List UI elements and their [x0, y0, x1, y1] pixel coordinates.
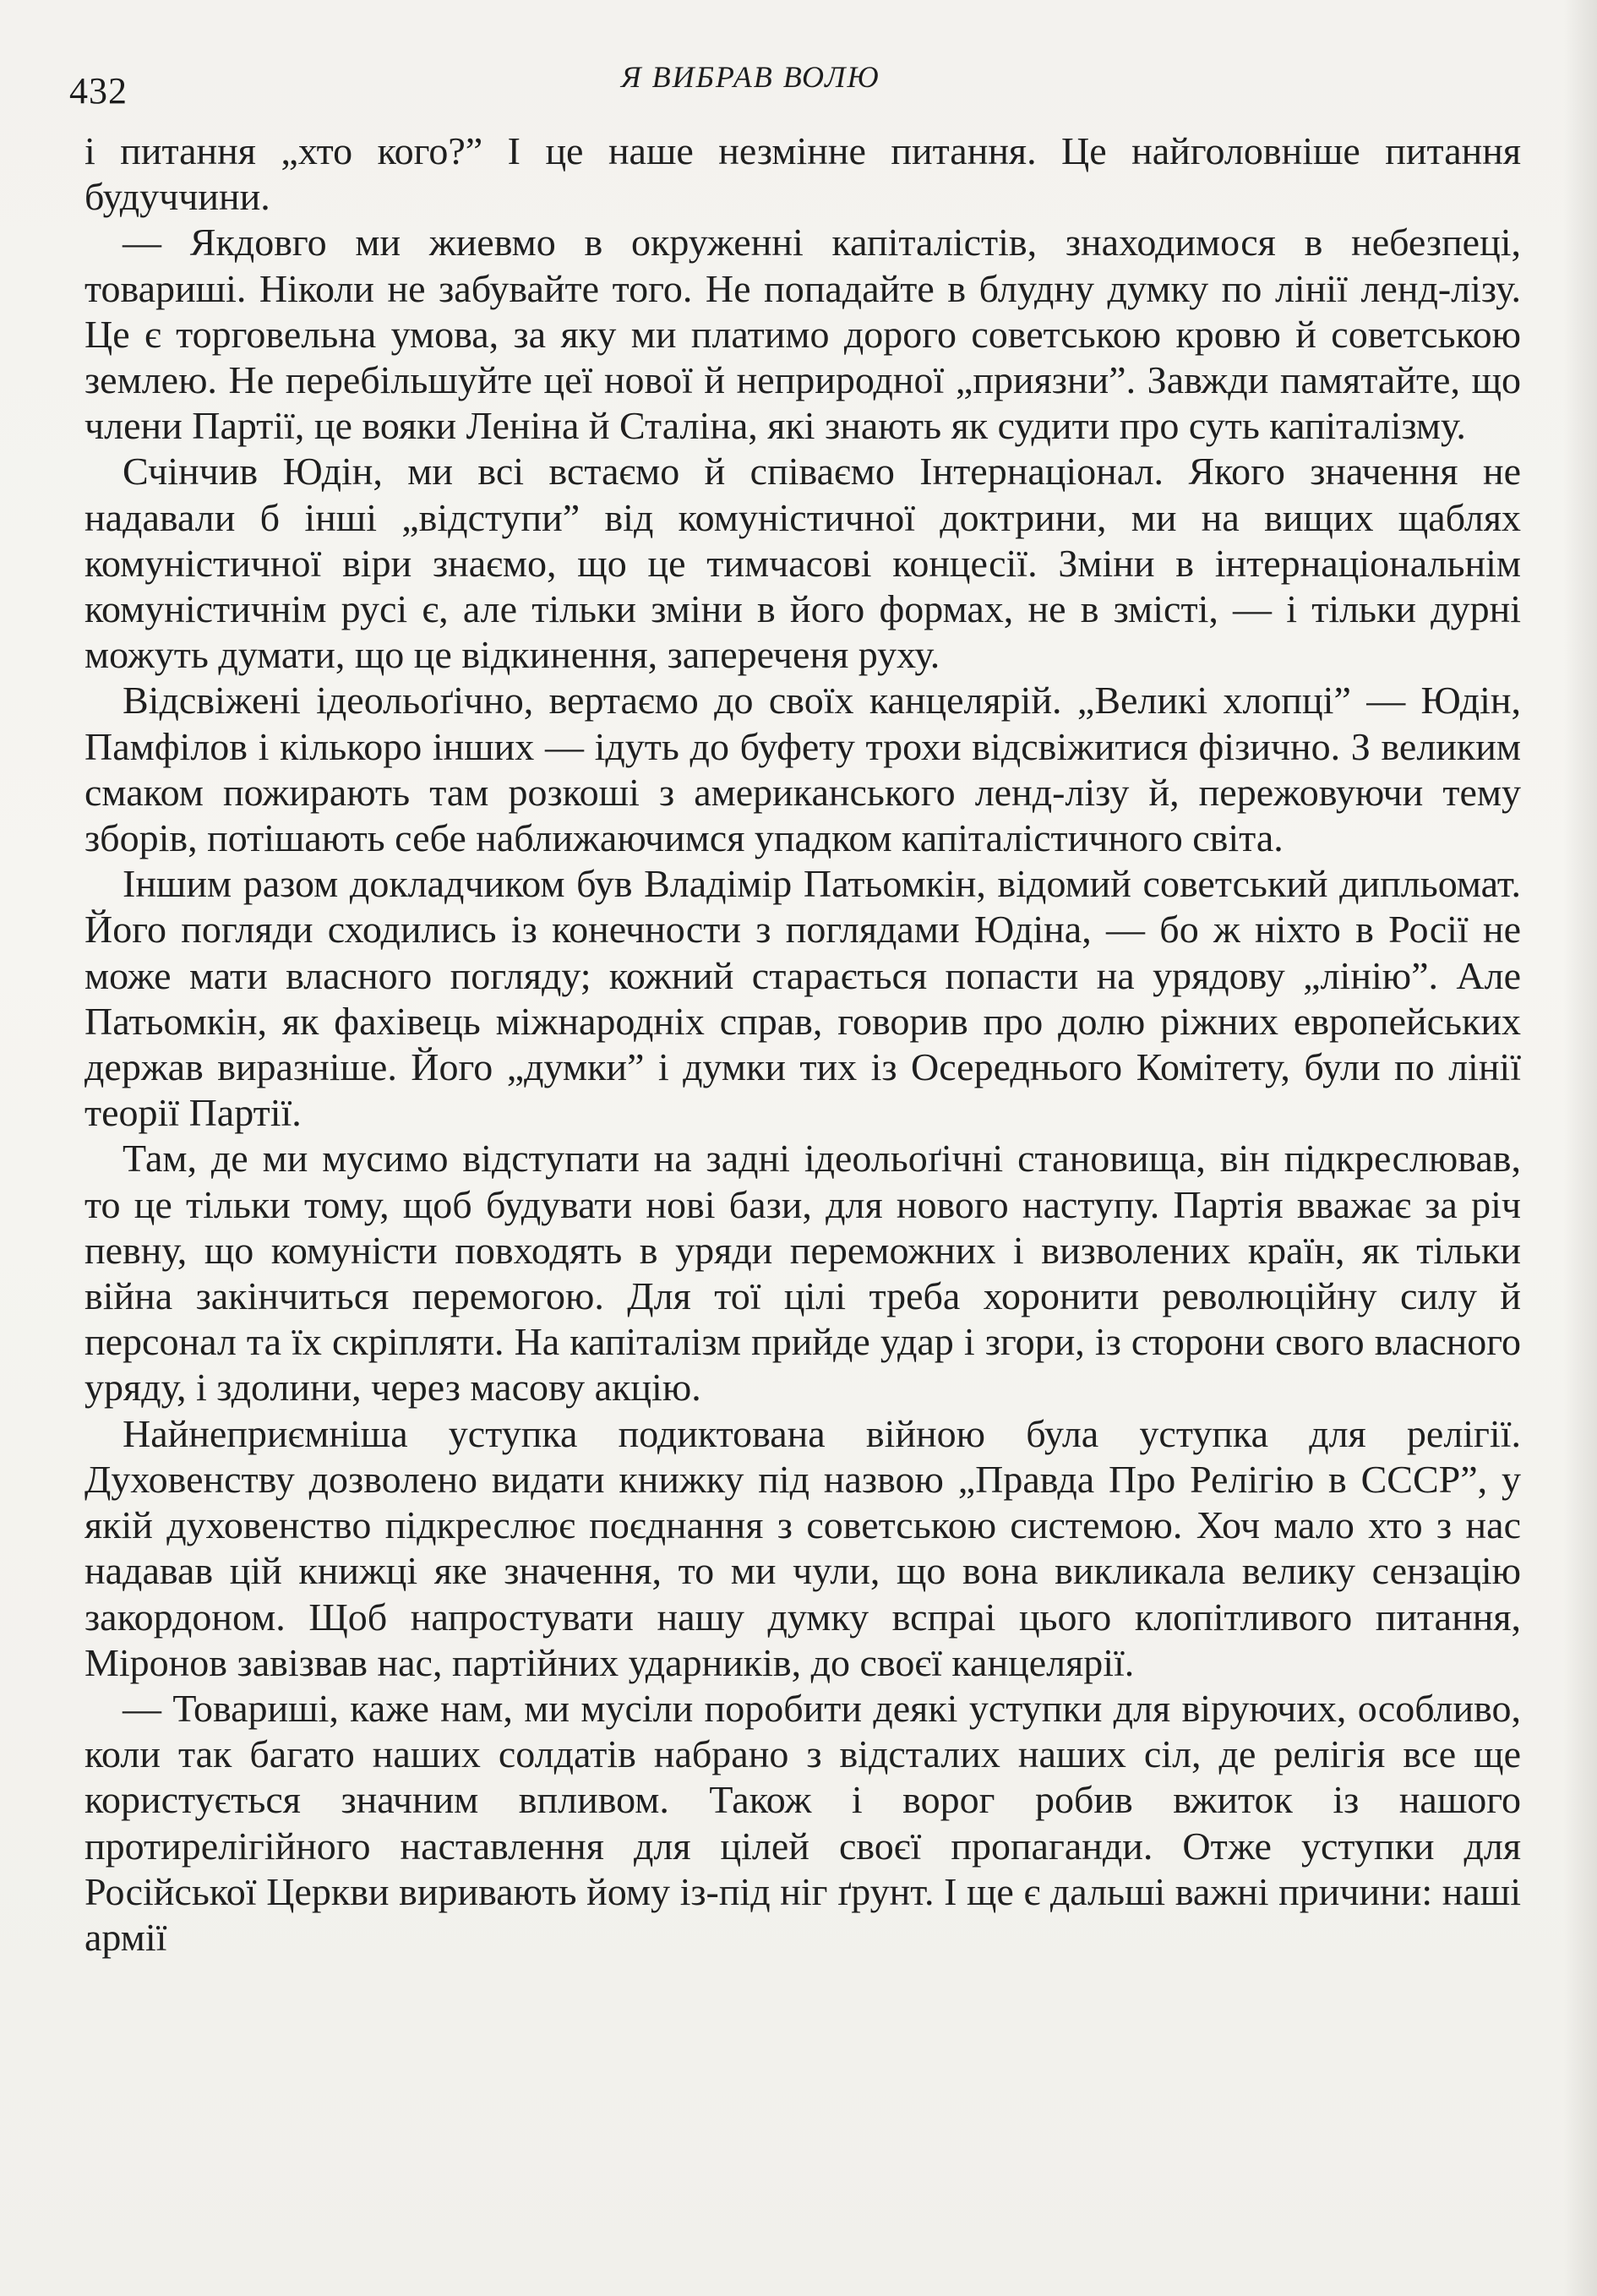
paragraph: Там, де ми мусимо відступати на задні ідеольоґічні становища, він підкреслював, то це тільки тому, щоб будувати нові бази, для нового наступу. Партія вважає за річ певну, що комуністи повходять в уряди переможних і визволених країн, як тільки війна закінчиться перемогою. Для тої цілі треба хоронити революційну силу й персонал та їх скріпляти. На капіталізм прийде удар і згори, із сторони свого власного уряду, і здолини, через масову акцію. — [84, 1137, 1521, 1410]
paragraph: — Якдовго ми жиевмо в окруженні капіталістів, знаходимося в небезпеці, товариші. Ніколи не забувайте того. Не попадайте в блудну думку по лінії ленд-лізу. Це є торговельна умова, за яку ми платимо дорого советською кровю й советською землею. Не перебільшуйте цеї нової й неприродної „приязни”. Завжди памятайте, що члени Партії, це вояки Леніна й Сталіна, які знають як судити про суть капіталізму. — [84, 221, 1521, 448]
running-head: Я ВИБРАВ ВОЛЮ — [621, 60, 880, 94]
paragraph: Іншим разом докладчиком був Владімір Патьомкін, відомий советський дипльомат. Його погляди сходились із конечности з поглядами Юдіна, — бо ж ніхто в Росії не може мати власного погляду; кожний старається попасти на урядову „лінію”. Але Патьомкін, як фахівець міжнародніх справ, говорив про долю ріжних европейських держав виразніше. Його „думки” і думки тих із Осереднього Комітету, були по лінії теорії Партії. — [84, 862, 1521, 1135]
paragraph: Счінчив Юдін, ми всі встаємо й співаємо Інтернаціонал. Якого значення не надавали б інші „відступи” від комуністичної доктрини, ми на вищих щаблях комуністичної віри знаємо, що це тимчасові концесії. Зміни в інтернаціональнім комуністичнім русі є, але тільки зміни в його формах, не в змісті, — і тільки дурні можуть думати, що це відкинення, запереченя руху. — [84, 450, 1521, 677]
page-number: 432 — [69, 70, 128, 112]
page-edge-shadow — [1563, 0, 1597, 2296]
paragraph: — Товариші, каже нам, ми мусіли поробити деякі уступки для віруючих, особливо, коли так багато наших солдатів набрано з відсталих наших сіл, де релігія все ще користується значним впливом. Також і ворог робив вжиток із нашого протирелігійного наставлення для цілей своєї пропаганди. Отже уступки для Російської Церкви виривають йому із-під ніг ґрунт. І ще є дальші важні причини: наші армії — [84, 1686, 1521, 1959]
paragraph: Відсвіжені ідеольоґічно, вертаємо до своїх канцелярій. „Великі хлопці” — Юдін, Памфілов і кількоро інших — ідуть до буфету трохи відсвіжитися фізично. З великим смаком пожирають там розкоші з американського ленд-лізу й, пережовуючи тему зборів, потішають себе наближаючимся упадком капіталістичного світа. — [84, 679, 1521, 860]
body-text — [84, 128, 1521, 1961]
paragraph: Найнеприємніша уступка подиктована війною була уступка для релігії. Духовенству дозволено видати книжку під назвою „Правда Про Релігію в СССР”, у якій духовенство підкреслює поєднання з советською системою. Хоч мало хто з нас надавав цій книжці яке значення, то ми чули, що вона викликала велику сензацію закордоном. Щоб напростувати нашу думку вспраі цього клопітливого питання, Міронов завізвав нас, партійних ударників, до своєї канцелярії. — [84, 1411, 1521, 1684]
paragraph: і питання „хто кого?” І це наше незмінне питання. Це найголовніше питання будуччини. — [84, 129, 1521, 219]
